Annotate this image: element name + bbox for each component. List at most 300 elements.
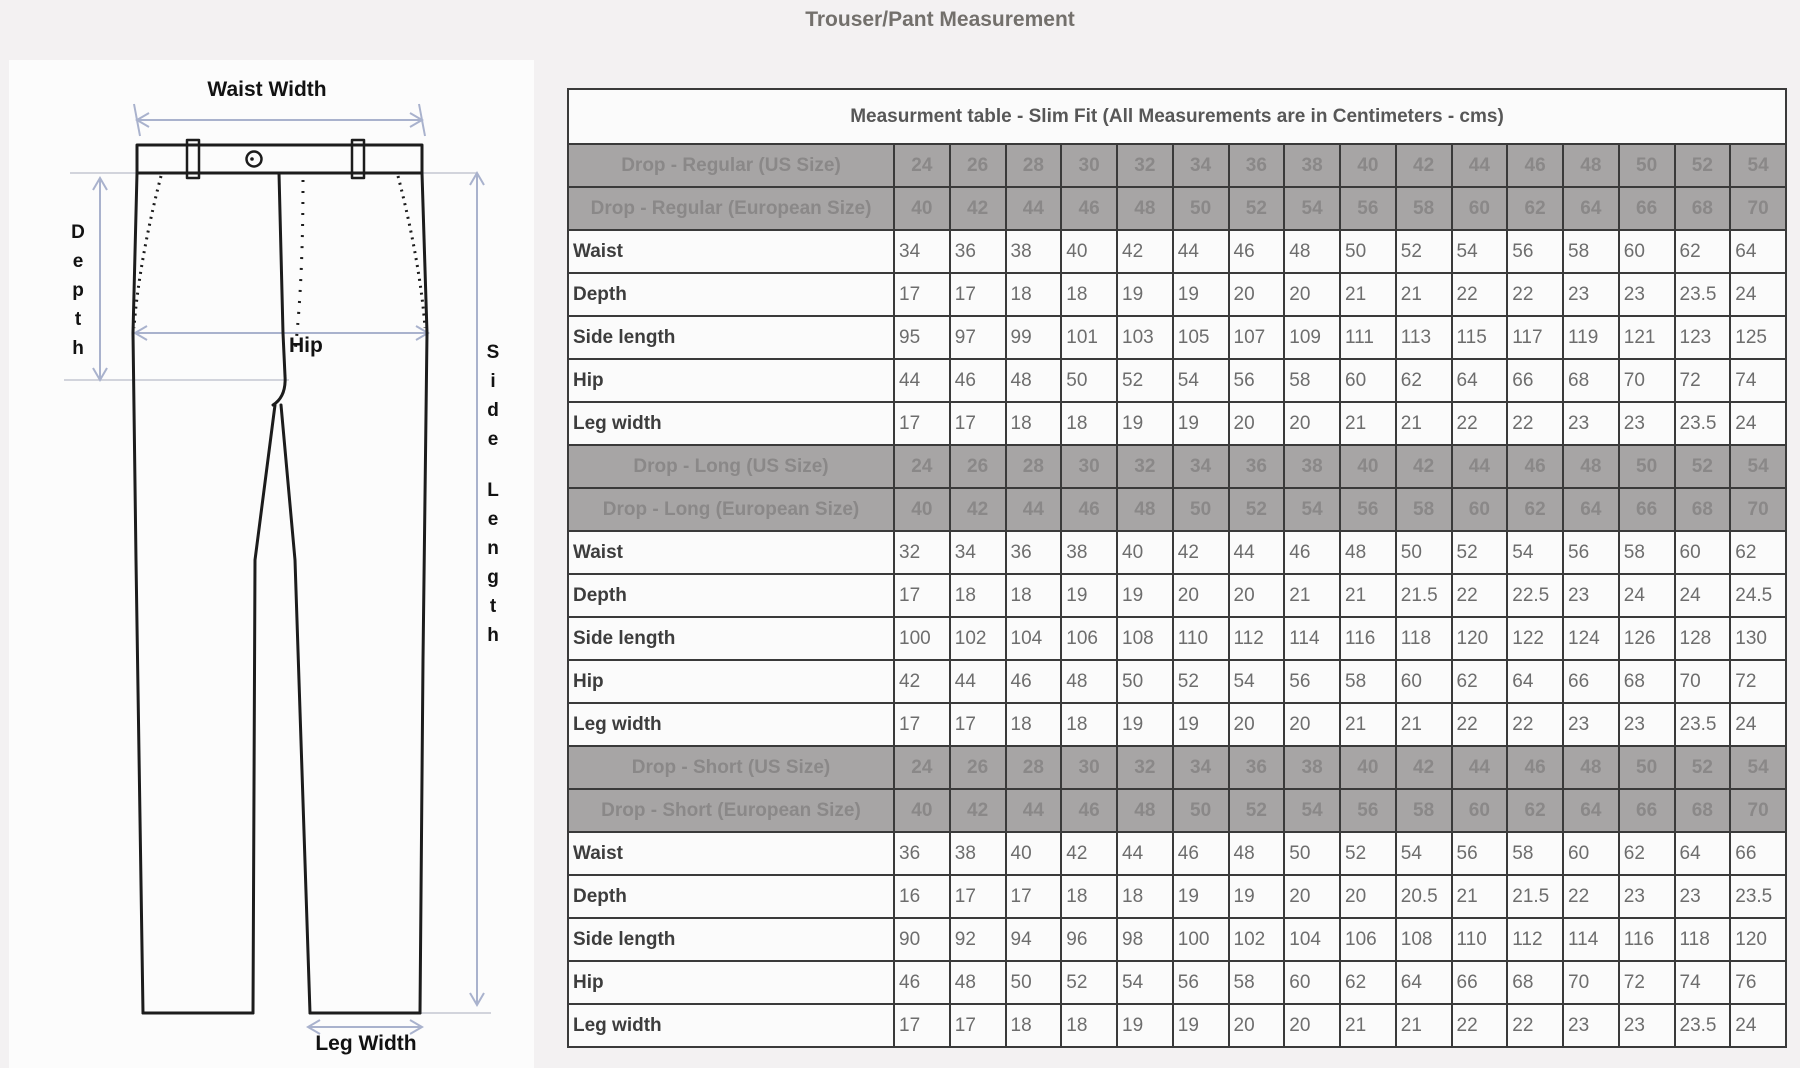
- fly-seam: [279, 173, 285, 376]
- measurement-value-cell: 22: [1507, 273, 1563, 316]
- waistband: [137, 145, 422, 173]
- measurement-value-cell: 19: [1117, 1004, 1173, 1047]
- measurement-value-cell: 58: [1284, 359, 1340, 402]
- measurement-value-cell: 48: [1229, 832, 1285, 875]
- eu-size-cell: 42: [950, 789, 1006, 832]
- measurement-value-cell: 18: [1006, 273, 1062, 316]
- measurement-value-cell: 21: [1452, 875, 1508, 918]
- measurement-value-cell: 118: [1675, 918, 1731, 961]
- crease-dotted-line: [295, 180, 303, 352]
- measurement-value-cell: 44: [1117, 832, 1173, 875]
- measurement-value-cell: 112: [1507, 918, 1563, 961]
- measurement-row-label: Waist: [568, 531, 894, 574]
- measurement-value-cell: 56: [1284, 660, 1340, 703]
- measurement-value-cell: 34: [950, 531, 1006, 574]
- eu-size-cell: 68: [1675, 789, 1731, 832]
- trouser-outline: [133, 140, 427, 1013]
- measurement-value-cell: 62: [1396, 359, 1452, 402]
- eu-size-header-label: Drop - Short (European Size): [568, 789, 894, 832]
- measurement-value-cell: 22: [1563, 875, 1619, 918]
- us-size-cell: 38: [1284, 746, 1340, 789]
- measurement-value-cell: 18: [1117, 875, 1173, 918]
- measurement-value-cell: 21: [1340, 273, 1396, 316]
- measurement-value-cell: 64: [1452, 359, 1508, 402]
- measurement-value-cell: 23: [1563, 402, 1619, 445]
- measurement-value-cell: 56: [1173, 961, 1229, 1004]
- measurement-row: [568, 359, 1786, 402]
- measurement-value-cell: 22: [1507, 1004, 1563, 1047]
- right-inner-seam: [281, 405, 310, 1013]
- eu-size-cell: 54: [1284, 187, 1340, 230]
- measurement-value-cell: 22: [1507, 402, 1563, 445]
- measurement-row-label: Leg width: [568, 703, 894, 746]
- measurement-row: [568, 531, 1786, 574]
- measurement-value-cell: 104: [1006, 617, 1062, 660]
- eu-size-cell: 58: [1396, 789, 1452, 832]
- eu-size-cell: 46: [1061, 789, 1117, 832]
- measurement-value-cell: 24: [1730, 1004, 1786, 1047]
- measurement-value-cell: 58: [1340, 660, 1396, 703]
- measurement-value-cell: 50: [1284, 832, 1340, 875]
- measurement-value-cell: 111: [1340, 316, 1396, 359]
- us-size-cell: 50: [1619, 445, 1675, 488]
- eu-size-cell: 70: [1730, 488, 1786, 531]
- us-size-cell: 52: [1675, 445, 1731, 488]
- measurement-value-cell: 24: [1730, 273, 1786, 316]
- measurement-value-cell: 32: [894, 531, 950, 574]
- us-size-cell: 30: [1061, 445, 1117, 488]
- measurement-value-cell: 54: [1452, 230, 1508, 273]
- eu-size-cell: 42: [950, 187, 1006, 230]
- measurement-value-cell: 21: [1396, 703, 1452, 746]
- measurement-value-cell: 20: [1284, 1004, 1340, 1047]
- eu-size-cell: 70: [1730, 789, 1786, 832]
- measurement-value-cell: 19: [1117, 574, 1173, 617]
- measurement-value-cell: 20: [1229, 1004, 1285, 1047]
- measurement-value-cell: 40: [1061, 230, 1117, 273]
- measurement-value-cell: 126: [1619, 617, 1675, 660]
- measurement-value-cell: 106: [1340, 918, 1396, 961]
- measurement-value-cell: 22: [1452, 402, 1508, 445]
- measurement-row-label: Leg width: [568, 1004, 894, 1047]
- us-size-cell: 40: [1340, 144, 1396, 187]
- size-header-row: [568, 789, 1786, 832]
- eu-size-cell: 64: [1563, 789, 1619, 832]
- measurement-value-cell: 52: [1117, 359, 1173, 402]
- us-size-cell: 42: [1396, 144, 1452, 187]
- measurement-value-cell: 50: [1061, 359, 1117, 402]
- us-size-cell: 36: [1229, 746, 1285, 789]
- measurement-value-cell: 114: [1284, 617, 1340, 660]
- us-size-cell: 54: [1730, 445, 1786, 488]
- eu-size-cell: 68: [1675, 187, 1731, 230]
- measurement-value-cell: 103: [1117, 316, 1173, 359]
- measurement-value-cell: 54: [1507, 531, 1563, 574]
- us-size-cell: 40: [1340, 746, 1396, 789]
- measurement-value-cell: 74: [1675, 961, 1731, 1004]
- measurement-value-cell: 17: [950, 273, 1006, 316]
- measurement-value-cell: 22.5: [1507, 574, 1563, 617]
- measurement-value-cell: 68: [1619, 660, 1675, 703]
- measurement-value-cell: 17: [894, 273, 950, 316]
- size-header-row: [568, 488, 1786, 531]
- measurement-value-cell: 20: [1340, 875, 1396, 918]
- measurement-value-cell: 20: [1229, 703, 1285, 746]
- measurement-value-cell: 58: [1619, 531, 1675, 574]
- measurement-value-cell: 56: [1563, 531, 1619, 574]
- measurement-value-cell: 107: [1229, 316, 1285, 359]
- measurement-table-wrap: [567, 88, 1787, 1048]
- trouser-diagram-drawing: [9, 60, 534, 1068]
- us-size-cell: 24: [894, 746, 950, 789]
- measurement-value-cell: 116: [1340, 617, 1396, 660]
- measurement-value-cell: 19: [1117, 273, 1173, 316]
- left-outer-seam: [133, 173, 143, 1013]
- measurement-value-cell: 52: [1396, 230, 1452, 273]
- measurement-row: [568, 402, 1786, 445]
- eu-size-cell: 66: [1619, 488, 1675, 531]
- measurement-row-label: Depth: [568, 875, 894, 918]
- measurement-value-cell: 23: [1619, 703, 1675, 746]
- eu-size-cell: 44: [1006, 187, 1062, 230]
- measurement-value-cell: 44: [950, 660, 1006, 703]
- measurement-value-cell: 60: [1340, 359, 1396, 402]
- measurement-value-cell: 94: [1006, 918, 1062, 961]
- measurement-value-cell: 62: [1675, 230, 1731, 273]
- measurement-value-cell: 18: [1006, 402, 1062, 445]
- measurement-value-cell: 72: [1675, 359, 1731, 402]
- measurement-value-cell: 50: [1117, 660, 1173, 703]
- measurement-value-cell: 98: [1117, 918, 1173, 961]
- us-size-cell: 38: [1284, 445, 1340, 488]
- us-size-cell: 42: [1396, 746, 1452, 789]
- measurement-value-cell: 21: [1396, 402, 1452, 445]
- measurement-value-cell: 128: [1675, 617, 1731, 660]
- measurement-value-cell: 122: [1507, 617, 1563, 660]
- measurement-value-cell: 36: [1006, 531, 1062, 574]
- measurement-row-label: Hip: [568, 961, 894, 1004]
- measurement-value-cell: 23: [1563, 703, 1619, 746]
- measurement-row: [568, 574, 1786, 617]
- measurement-value-cell: 124: [1563, 617, 1619, 660]
- us-size-cell: 46: [1507, 144, 1563, 187]
- measurement-value-cell: 110: [1173, 617, 1229, 660]
- us-size-cell: 32: [1117, 746, 1173, 789]
- measurement-value-cell: 42: [894, 660, 950, 703]
- measurement-value-cell: 23: [1619, 273, 1675, 316]
- measurement-value-cell: 50: [1340, 230, 1396, 273]
- us-size-cell: 46: [1507, 445, 1563, 488]
- measurement-value-cell: 17: [950, 402, 1006, 445]
- us-size-cell: 44: [1452, 746, 1508, 789]
- eu-size-cell: 56: [1340, 789, 1396, 832]
- eu-size-cell: 48: [1117, 187, 1173, 230]
- eu-size-cell: 52: [1229, 187, 1285, 230]
- measurement-value-cell: 20: [1229, 402, 1285, 445]
- measurement-value-cell: 66: [1563, 660, 1619, 703]
- table-title: Measurment table - Slim Fit (All Measurements are in Centimeters - cms): [568, 89, 1786, 144]
- us-size-cell: 50: [1619, 746, 1675, 789]
- measurement-value-cell: 100: [894, 617, 950, 660]
- measurement-value-cell: 125: [1730, 316, 1786, 359]
- measurement-value-cell: 21: [1340, 703, 1396, 746]
- size-header-row: [568, 746, 1786, 789]
- measurement-value-cell: 46: [1229, 230, 1285, 273]
- depth-label: D e p t h: [71, 222, 85, 359]
- measurement-value-cell: 19: [1173, 1004, 1229, 1047]
- measurement-table: [567, 88, 1787, 1048]
- measurement-value-cell: 23: [1563, 574, 1619, 617]
- measurement-row: [568, 230, 1786, 273]
- measurement-value-cell: 21: [1340, 1004, 1396, 1047]
- measurement-value-cell: 23.5: [1675, 1004, 1731, 1047]
- measurement-value-cell: 56: [1507, 230, 1563, 273]
- measurement-value-cell: 24: [1619, 574, 1675, 617]
- measurement-value-cell: 18: [1061, 1004, 1117, 1047]
- measurement-value-cell: 50: [1396, 531, 1452, 574]
- measurement-value-cell: 68: [1507, 961, 1563, 1004]
- measurement-value-cell: 19: [1229, 875, 1285, 918]
- eu-size-cell: 42: [950, 488, 1006, 531]
- trouser-diagram: [9, 60, 534, 1068]
- measurement-value-cell: 50: [1006, 961, 1062, 1004]
- measurement-value-cell: 21: [1396, 273, 1452, 316]
- measurement-value-cell: 52: [1173, 660, 1229, 703]
- measurement-value-cell: 21: [1396, 1004, 1452, 1047]
- measurement-value-cell: 23: [1563, 1004, 1619, 1047]
- measurement-value-cell: 18: [1061, 402, 1117, 445]
- depth-arrow: [93, 178, 107, 380]
- measurement-value-cell: 21: [1284, 574, 1340, 617]
- measurement-value-cell: 20: [1284, 703, 1340, 746]
- eu-size-header-label: Drop - Long (European Size): [568, 488, 894, 531]
- eu-size-cell: 56: [1340, 488, 1396, 531]
- eu-size-cell: 52: [1229, 789, 1285, 832]
- measurement-value-cell: 20.5: [1396, 875, 1452, 918]
- measurement-value-cell: 23: [1619, 402, 1675, 445]
- measurement-value-cell: 19: [1173, 875, 1229, 918]
- measurement-value-cell: 38: [1006, 230, 1062, 273]
- measurement-value-cell: 121: [1619, 316, 1675, 359]
- eu-size-cell: 62: [1507, 789, 1563, 832]
- measurement-value-cell: 62: [1730, 531, 1786, 574]
- measurement-value-cell: 22: [1452, 1004, 1508, 1047]
- waist-width-arrow: [134, 104, 425, 136]
- us-size-header-label: Drop - Regular (US Size): [568, 144, 894, 187]
- measurement-value-cell: 36: [894, 832, 950, 875]
- measurement-value-cell: 18: [1006, 574, 1062, 617]
- measurement-value-cell: 48: [1284, 230, 1340, 273]
- us-size-cell: 24: [894, 144, 950, 187]
- eu-size-cell: 40: [894, 488, 950, 531]
- measurement-value-cell: 64: [1675, 832, 1731, 875]
- measurement-row: [568, 273, 1786, 316]
- eu-size-cell: 46: [1061, 187, 1117, 230]
- measurement-value-cell: 120: [1730, 918, 1786, 961]
- table-title-row: [568, 89, 1786, 144]
- measurement-value-cell: 23: [1675, 875, 1731, 918]
- measurement-value-cell: 21: [1340, 574, 1396, 617]
- measurement-value-cell: 18: [1061, 273, 1117, 316]
- us-size-cell: 38: [1284, 144, 1340, 187]
- measurement-value-cell: 72: [1730, 660, 1786, 703]
- measurement-value-cell: 68: [1563, 359, 1619, 402]
- measurement-value-cell: 19: [1061, 574, 1117, 617]
- measurement-value-cell: 62: [1340, 961, 1396, 1004]
- measurement-value-cell: 76: [1730, 961, 1786, 1004]
- eu-size-cell: 48: [1117, 488, 1173, 531]
- measurement-row: [568, 918, 1786, 961]
- measurement-value-cell: 105: [1173, 316, 1229, 359]
- measurement-value-cell: 44: [1229, 531, 1285, 574]
- measurement-value-cell: 60: [1396, 660, 1452, 703]
- measurement-value-cell: 46: [1284, 531, 1340, 574]
- measurement-row-label: Depth: [568, 574, 894, 617]
- us-size-cell: 32: [1117, 144, 1173, 187]
- us-size-cell: 30: [1061, 144, 1117, 187]
- measurement-value-cell: 115: [1452, 316, 1508, 359]
- measurement-value-cell: 20: [1284, 273, 1340, 316]
- measurement-value-cell: 74: [1730, 359, 1786, 402]
- eu-size-cell: 64: [1563, 488, 1619, 531]
- measurement-value-cell: 64: [1730, 230, 1786, 273]
- measurement-row: [568, 832, 1786, 875]
- measurement-value-cell: 117: [1507, 316, 1563, 359]
- measurement-value-cell: 108: [1117, 617, 1173, 660]
- measurement-value-cell: 109: [1284, 316, 1340, 359]
- eu-size-cell: 70: [1730, 187, 1786, 230]
- measurement-value-cell: 16: [894, 875, 950, 918]
- measurement-value-cell: 52: [1452, 531, 1508, 574]
- us-size-cell: 34: [1173, 445, 1229, 488]
- measurement-value-cell: 42: [1061, 832, 1117, 875]
- measurement-value-cell: 106: [1061, 617, 1117, 660]
- eu-size-cell: 44: [1006, 488, 1062, 531]
- measurement-value-cell: 22: [1507, 703, 1563, 746]
- measurement-value-cell: 17: [950, 875, 1006, 918]
- measurement-value-cell: 22: [1452, 273, 1508, 316]
- eu-size-cell: 44: [1006, 789, 1062, 832]
- us-size-cell: 36: [1229, 445, 1285, 488]
- us-size-cell: 28: [1006, 445, 1062, 488]
- us-size-cell: 40: [1340, 445, 1396, 488]
- measurement-row: [568, 660, 1786, 703]
- measurement-value-cell: 104: [1284, 918, 1340, 961]
- size-header-row: [568, 144, 1786, 187]
- measurement-value-cell: 19: [1117, 703, 1173, 746]
- eu-size-cell: 66: [1619, 187, 1675, 230]
- us-size-cell: 54: [1730, 746, 1786, 789]
- side-length-label: S i d e L e n g t h: [486, 342, 500, 646]
- measurement-value-cell: 58: [1507, 832, 1563, 875]
- us-size-cell: 26: [950, 746, 1006, 789]
- measurement-value-cell: 40: [1006, 832, 1062, 875]
- measurement-value-cell: 23.5: [1730, 875, 1786, 918]
- measurement-value-cell: 116: [1619, 918, 1675, 961]
- us-size-cell: 26: [950, 445, 1006, 488]
- measurement-value-cell: 54: [1396, 832, 1452, 875]
- measurement-value-cell: 60: [1563, 832, 1619, 875]
- measurement-value-cell: 112: [1229, 617, 1285, 660]
- eu-size-cell: 50: [1173, 789, 1229, 832]
- eu-size-cell: 66: [1619, 789, 1675, 832]
- measurement-value-cell: 24: [1675, 574, 1731, 617]
- measurement-value-cell: 56: [1229, 359, 1285, 402]
- eu-size-cell: 62: [1507, 187, 1563, 230]
- eu-size-cell: 50: [1173, 488, 1229, 531]
- eu-size-header-label: Drop - Regular (European Size): [568, 187, 894, 230]
- measurement-value-cell: 118: [1396, 617, 1452, 660]
- us-size-cell: 24: [894, 445, 950, 488]
- measurement-value-cell: 19: [1173, 402, 1229, 445]
- us-size-cell: 44: [1452, 144, 1508, 187]
- measurement-row-label: Side length: [568, 918, 894, 961]
- measurement-value-cell: 102: [1229, 918, 1285, 961]
- measurement-value-cell: 17: [894, 703, 950, 746]
- eu-size-cell: 60: [1452, 789, 1508, 832]
- measurement-value-cell: 120: [1452, 617, 1508, 660]
- eu-size-cell: 60: [1452, 187, 1508, 230]
- measurement-value-cell: 21.5: [1396, 574, 1452, 617]
- measurement-value-cell: 95: [894, 316, 950, 359]
- measurement-value-cell: 18: [950, 574, 1006, 617]
- eu-size-cell: 54: [1284, 789, 1340, 832]
- measurement-value-cell: 17: [894, 402, 950, 445]
- measurement-value-cell: 46: [1006, 660, 1062, 703]
- measurement-value-cell: 34: [894, 230, 950, 273]
- measurement-value-cell: 70: [1675, 660, 1731, 703]
- measurement-value-cell: 46: [894, 961, 950, 1004]
- measurement-row: [568, 1004, 1786, 1047]
- measurement-value-cell: 20: [1173, 574, 1229, 617]
- right-pocket-stitch: [398, 176, 425, 328]
- measurement-value-cell: 17: [950, 703, 1006, 746]
- measurement-value-cell: 64: [1396, 961, 1452, 1004]
- measurement-value-cell: 48: [1340, 531, 1396, 574]
- measurement-row-label: Waist: [568, 230, 894, 273]
- measurement-value-cell: 113: [1396, 316, 1452, 359]
- us-size-cell: 48: [1563, 144, 1619, 187]
- measurement-value-cell: 114: [1563, 918, 1619, 961]
- measurement-value-cell: 19: [1117, 402, 1173, 445]
- waist-width-label: Waist Width: [207, 78, 327, 101]
- us-size-cell: 34: [1173, 144, 1229, 187]
- measurement-value-cell: 21.5: [1507, 875, 1563, 918]
- page-title: Trouser/Pant Measurement: [805, 8, 1075, 31]
- measurement-value-cell: 70: [1563, 961, 1619, 1004]
- us-size-cell: 28: [1006, 746, 1062, 789]
- us-size-cell: 54: [1730, 144, 1786, 187]
- measurement-value-cell: 18: [1061, 703, 1117, 746]
- us-size-cell: 32: [1117, 445, 1173, 488]
- measurement-value-cell: 123: [1675, 316, 1731, 359]
- size-header-row: [568, 187, 1786, 230]
- eu-size-cell: 46: [1061, 488, 1117, 531]
- measurement-row-label: Side length: [568, 316, 894, 359]
- eu-size-cell: 56: [1340, 187, 1396, 230]
- measurement-value-cell: 24.5: [1730, 574, 1786, 617]
- eu-size-cell: 62: [1507, 488, 1563, 531]
- measurement-row-label: Side length: [568, 617, 894, 660]
- us-size-header-label: Drop - Short (US Size): [568, 746, 894, 789]
- eu-size-cell: 64: [1563, 187, 1619, 230]
- measurement-value-cell: 48: [950, 961, 1006, 1004]
- measurement-value-cell: 52: [1061, 961, 1117, 1004]
- measurement-value-cell: 23.5: [1675, 703, 1731, 746]
- measurement-value-cell: 97: [950, 316, 1006, 359]
- waist-button: [247, 152, 262, 167]
- measurement-value-cell: 130: [1730, 617, 1786, 660]
